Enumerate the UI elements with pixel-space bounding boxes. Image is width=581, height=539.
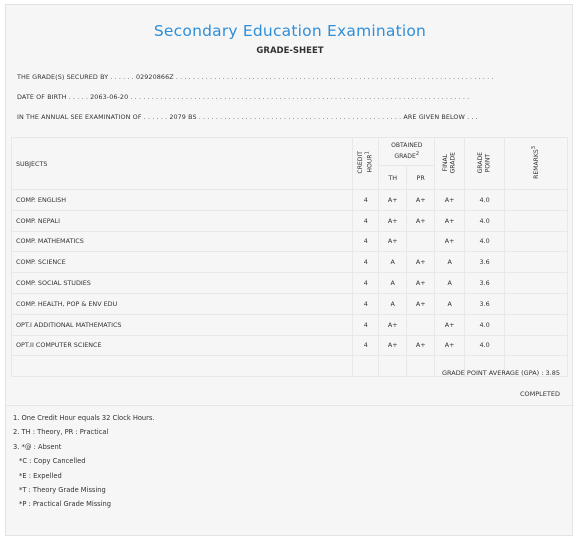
subject-cell: COMP. MATHEMATICS xyxy=(12,231,353,252)
remarks-cell xyxy=(505,231,568,252)
grade-point-cell: 4.0 xyxy=(465,335,505,356)
remarks-cell xyxy=(505,273,568,294)
remarks-cell xyxy=(505,314,568,335)
footnote-item: 2. TH : Theory, PR : Practical xyxy=(13,428,109,437)
pr-cell: A+ xyxy=(407,293,435,314)
table-row xyxy=(12,231,568,252)
th-cell: A xyxy=(379,293,407,314)
th-header: TH xyxy=(379,166,407,190)
footnote-item: *T : Theory Grade Missing xyxy=(19,486,106,495)
exam-line: IN THE ANNUAL SEE EXAMINATION OF . . . . . . 2079 BS . . . . . . . . . . . . . . . . . . . . . . . . . . . . . . . . . . . . . . . . . . . . . . . . ARE GIVEN BELOW . . . xyxy=(17,113,478,121)
dob-line: DATE OF BIRTH . . . . . 2063-06-20 . . . . . . . . . . . . . . . . . . . . . . . . . . . . . . . . . . . . . . . . . . . . . . . . . . . . . . . . . . . . . . . . . . . . . . . . . . . . . . . . xyxy=(17,93,470,101)
grade-label: THE GRADE(S) SECURED BY xyxy=(17,73,109,81)
symbol-number: 02920866Z xyxy=(135,73,174,81)
grade-point-cell: 4.0 xyxy=(465,231,505,252)
credit-cell: 4 xyxy=(353,314,379,335)
subject-cell: COMP. NEPALI xyxy=(12,210,353,231)
grade-point-cell: 3.6 xyxy=(465,293,505,314)
remarks-cell xyxy=(505,190,568,211)
table-row xyxy=(12,314,568,335)
table-row xyxy=(12,335,568,356)
pr-cell: A+ xyxy=(407,335,435,356)
grade-point-cell: 4.0 xyxy=(465,210,505,231)
pr-cell xyxy=(407,231,435,252)
subject-cell: COMP. SOCIAL STUDIES xyxy=(12,273,353,294)
credit-cell: 4 xyxy=(353,231,379,252)
table-row xyxy=(12,210,568,231)
dob-value: 2063-06-20 xyxy=(90,93,129,101)
final-grade-cell: A+ xyxy=(435,231,465,252)
footnote-item: *E : Expelled xyxy=(19,471,62,480)
grade-sheet xyxy=(5,4,573,536)
grade-point-cell: 4.0 xyxy=(465,190,505,211)
remarks-cell xyxy=(505,335,568,356)
th-cell: A+ xyxy=(379,210,407,231)
th-cell: A xyxy=(379,273,407,294)
gpa-summary: GRADE POINT AVERAGE (GPA) : 3.85 xyxy=(442,369,560,377)
footnotes xyxy=(13,411,155,512)
subject-cell: COMP. HEALTH, POP & ENV EDU xyxy=(12,293,353,314)
final-grade-cell: A+ xyxy=(435,190,465,211)
th-cell: A+ xyxy=(379,231,407,252)
exam-title: Secondary Education Examination xyxy=(153,22,427,40)
th-cell: A+ xyxy=(379,190,407,211)
grade-point-header: GRADE POINT xyxy=(465,138,505,190)
grade-secured-line: THE GRADE(S) SECURED BY . . . . . . 02920866Z . . . . . . . . . . . . . . . . . . . . . . . . . . . . . . . . . . . . . . . . . . . . . . . . . . . . . . . . . . . . . . . . . . . . . . . . . . . xyxy=(17,73,494,81)
credit-cell: 4 xyxy=(353,190,379,211)
subject-cell: OPT.I ADDITIONAL MATHEMATICS xyxy=(12,314,353,335)
credit-cell: 4 xyxy=(353,335,379,356)
final-grade-cell: A+ xyxy=(435,335,465,356)
credit-cell: 4 xyxy=(353,293,379,314)
dob-label: DATE OF BIRTH xyxy=(17,93,67,101)
obtained-grade-header: OBTAINED GRADE$^2$ xyxy=(379,138,435,166)
subject-cell: COMP. SCIENCE xyxy=(12,252,353,273)
table-row xyxy=(12,252,568,273)
final-grade-cell: A xyxy=(435,273,465,294)
table-row xyxy=(12,273,568,294)
result-status: COMPLETED xyxy=(520,390,560,398)
pr-cell: A+ xyxy=(407,190,435,211)
remarks-cell xyxy=(505,293,568,314)
remarks-header: REMARKS$^3$ xyxy=(505,138,568,190)
subject-cell: COMP. ENGLISH xyxy=(12,190,353,211)
pr-cell xyxy=(407,314,435,335)
credit-cell: 4 xyxy=(353,210,379,231)
final-grade-cell: A+ xyxy=(435,314,465,335)
subjects-header: SUBJECTS xyxy=(12,138,353,190)
exam-label: IN THE ANNUAL SEE EXAMINATION OF xyxy=(17,113,142,121)
subject-cell: OPT.II COMPUTER SCIENCE xyxy=(12,335,353,356)
footnote-item: *P : Practical Grade Missing xyxy=(19,500,112,509)
grade-point-cell: 3.6 xyxy=(465,252,505,273)
remarks-cell xyxy=(505,210,568,231)
exam-suffix: ARE GIVEN BELOW . . . xyxy=(403,113,478,121)
pr-cell: A+ xyxy=(407,273,435,294)
th-cell: A+ xyxy=(379,314,407,335)
th-cell: A xyxy=(379,252,407,273)
notes-divider xyxy=(6,405,574,406)
footnote-item: 1. One Credit Hour equals 32 Clock Hours. xyxy=(13,414,155,422)
final-grade-cell: A xyxy=(435,252,465,273)
footnote-item: 3. *@ : Absent xyxy=(13,442,62,451)
credit-cell: 4 xyxy=(353,273,379,294)
grade-point-cell: 4.0 xyxy=(465,314,505,335)
sheet-subtitle: GRADE-SHEET xyxy=(256,46,324,56)
footnote-item: *C : Copy Cancelled xyxy=(19,457,86,466)
table-row xyxy=(12,190,568,211)
grade-point-cell: 3.6 xyxy=(465,273,505,294)
remarks-cell xyxy=(505,252,568,273)
pr-header: PR xyxy=(407,166,435,190)
grades-table xyxy=(11,137,568,377)
final-grade-cell: A xyxy=(435,293,465,314)
exam-year: 2079 BS xyxy=(169,113,197,121)
final-grade-cell: A+ xyxy=(435,210,465,231)
final-grade-header: FINAL GRADE xyxy=(435,138,465,190)
credit-cell: 4 xyxy=(353,252,379,273)
pr-cell: A+ xyxy=(407,210,435,231)
table-row xyxy=(12,293,568,314)
th-cell: A+ xyxy=(379,335,407,356)
credit-hour-header: CREDIT HOUR$^1$ xyxy=(353,138,379,190)
pr-cell: A+ xyxy=(407,252,435,273)
